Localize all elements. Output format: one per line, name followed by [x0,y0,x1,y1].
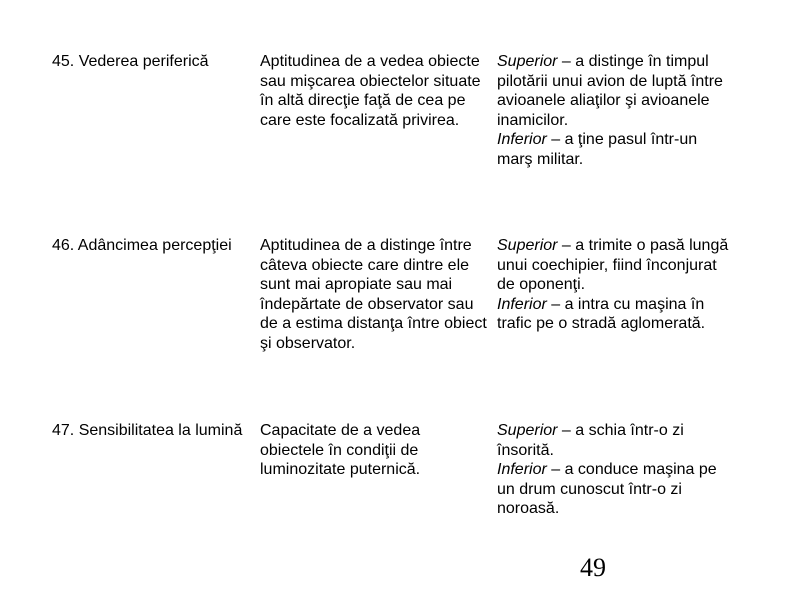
ability-name: 47. Sensibilitatea la lumină [52,422,243,439]
superior-label: Superior [497,237,558,254]
ability-definition: Aptitudinea de a distinge între câteva obiecte care dintre ele sunt mai apropiate sau mai îndepărtate de observator sau de a estima distanţa între obiect şi observator. [260,237,487,352]
superior-label: Superior [497,53,558,70]
ability-name: 46. Adâncimea percepţiei [52,237,232,254]
superior-example: – a trimite o pasă lungă unui coechipier, fiind înconjurat de oponenţi. [497,237,729,293]
superior-label: Superior [497,422,558,439]
ability-name: 45. Vederea periferică [52,53,209,70]
ability-examples [497,421,737,519]
ability-definition: Aptitudinea de a vedea obiecte sau mişcarea obiectelor situate în altă direcţie faţă de cea pe care este focalizată privirea. [260,53,481,129]
inferior-label: Inferior [497,461,547,478]
page-number: 49 [580,553,606,582]
inferior-label: Inferior [497,131,547,148]
ability-definition: Capacitate de a vedea obiectele în condiţii de luminozitate puternică. [260,422,421,478]
inferior-label: Inferior [497,295,547,313]
inferior-example: – a conduce maşina pe un drum cunoscut într-o zi noroasă. [497,461,717,517]
superior-example: – a schia într-o zi însorită. [497,422,684,459]
inferior-example: – a intra cu maşina în trafic pe o stradă aglomerată. [497,295,706,332]
ability-examples [497,52,737,169]
ability-examples [497,236,737,334]
superior-example: – a distinge în timpul pilotării unui avion de luptă între avioanele aliaţilor şi avioanele inamicilor. [497,53,723,129]
inferior-example: – a ţine pasul într-un marş militar. [497,131,698,168]
